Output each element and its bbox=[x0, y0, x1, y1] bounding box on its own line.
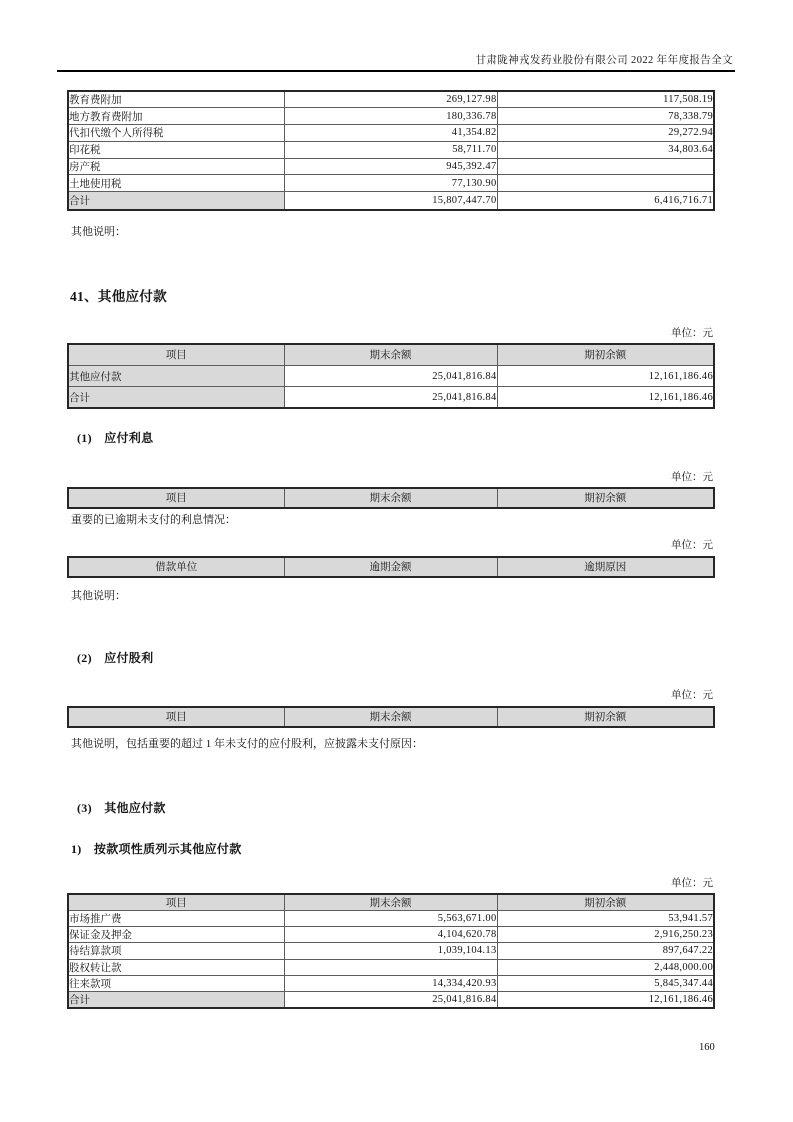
value-cell bbox=[497, 175, 714, 192]
value-cell: 58,711.70 bbox=[284, 141, 497, 158]
table-header-row bbox=[68, 894, 714, 911]
column-header-cell: 借款单位 bbox=[68, 557, 284, 577]
value-cell: 34,803.64 bbox=[497, 141, 714, 158]
value-cell: 15,807,447.70 bbox=[284, 192, 497, 210]
table-row bbox=[68, 158, 714, 175]
column-header-cell: 期初余额 bbox=[497, 707, 714, 727]
table-row bbox=[68, 141, 714, 158]
table-row bbox=[68, 125, 714, 142]
value-cell: 12,161,186.46 bbox=[497, 991, 714, 1008]
interest-payable-heading: (1) 应付利息 bbox=[77, 431, 154, 445]
unit-label: 单位：元 bbox=[671, 690, 713, 701]
column-header-cell: 项目 bbox=[68, 344, 284, 365]
value-cell: 12,161,186.46 bbox=[497, 387, 714, 408]
table-row bbox=[68, 387, 714, 408]
column-header-cell: 期末余额 bbox=[284, 707, 497, 727]
taxes-payable-table bbox=[67, 90, 715, 211]
other-payables-by-nature-table bbox=[67, 893, 715, 1009]
value-cell: 269,127.98 bbox=[284, 91, 497, 108]
column-header-cell: 期初余额 bbox=[497, 488, 714, 508]
value-cell: 25,041,816.84 bbox=[284, 365, 497, 386]
header-rule bbox=[57, 70, 735, 72]
table-header-row bbox=[68, 557, 714, 577]
value-cell: 14,334,420.93 bbox=[284, 975, 497, 991]
row-label-cell: 合计 bbox=[68, 387, 284, 408]
value-cell bbox=[284, 959, 497, 975]
overdue-interest-table bbox=[67, 556, 715, 578]
other-notes-label: 其他说明： bbox=[71, 226, 126, 238]
row-label-cell: 印花税 bbox=[68, 141, 284, 158]
value-cell: 4,104,620.78 bbox=[284, 927, 497, 943]
value-cell: 53,941.57 bbox=[497, 911, 714, 927]
table-row bbox=[68, 365, 714, 386]
value-cell: 897,647.22 bbox=[497, 943, 714, 959]
table-row bbox=[68, 991, 714, 1008]
unit-label: 单位：元 bbox=[671, 328, 713, 339]
unit-label: 单位：元 bbox=[671, 472, 713, 483]
table-row bbox=[68, 927, 714, 943]
row-label-cell: 土地使用税 bbox=[68, 175, 284, 192]
value-cell: 29,272.94 bbox=[497, 125, 714, 142]
table-row bbox=[68, 943, 714, 959]
value-cell: 78,338.79 bbox=[497, 108, 714, 125]
column-header-cell: 逾期原因 bbox=[497, 557, 714, 577]
row-label-cell: 待结算款项 bbox=[68, 943, 284, 959]
column-header-cell: 期初余额 bbox=[497, 344, 714, 365]
row-label-cell: 保证金及押金 bbox=[68, 927, 284, 943]
page-header-title: 甘肃陇神戎发药业股份有限公司 2022 年年度报告全文 bbox=[475, 55, 733, 66]
column-header-cell: 逾期金额 bbox=[284, 557, 497, 577]
column-header-cell: 项目 bbox=[68, 707, 284, 727]
value-cell: 41,354.82 bbox=[284, 125, 497, 142]
interest-balance-table bbox=[67, 487, 715, 509]
table-row bbox=[68, 911, 714, 927]
row-label-cell: 代扣代缴个人所得税 bbox=[68, 125, 284, 142]
other-payables-detail-heading: (3) 其他应付款 bbox=[77, 801, 166, 815]
value-cell: 77,130.90 bbox=[284, 175, 497, 192]
unit-label: 单位：元 bbox=[671, 540, 713, 551]
column-header-cell: 项目 bbox=[68, 894, 284, 911]
value-cell: 25,041,816.84 bbox=[284, 387, 497, 408]
row-label-cell: 合计 bbox=[68, 991, 284, 1008]
table-row bbox=[68, 91, 714, 108]
value-cell: 2,916,250.23 bbox=[497, 927, 714, 943]
column-header-cell: 期末余额 bbox=[284, 488, 497, 508]
row-label-cell: 合计 bbox=[68, 192, 284, 210]
value-cell: 5,563,671.00 bbox=[284, 911, 497, 927]
dividend-payable-heading: (2) 应付股利 bbox=[77, 651, 154, 665]
dividend-note: 其他说明，包括重要的超过 1 年未支付的应付股利，应披露未支付原因： bbox=[71, 738, 423, 750]
value-cell: 2,448,000.00 bbox=[497, 959, 714, 975]
table-row bbox=[68, 175, 714, 192]
overdue-interest-note: 重要的已逾期未支付的利息情况： bbox=[71, 514, 236, 526]
page-number: 160 bbox=[699, 1042, 715, 1053]
value-cell: 117,508.19 bbox=[497, 91, 714, 108]
row-label-cell: 房产税 bbox=[68, 158, 284, 175]
row-label-cell: 地方教育费附加 bbox=[68, 108, 284, 125]
table-header-row bbox=[68, 707, 714, 727]
other-payables-summary-table bbox=[67, 343, 715, 409]
column-header-cell: 期末余额 bbox=[284, 894, 497, 911]
value-cell: 12,161,186.46 bbox=[497, 365, 714, 386]
value-cell: 6,416,716.71 bbox=[497, 192, 714, 210]
value-cell bbox=[497, 158, 714, 175]
table-row bbox=[68, 108, 714, 125]
row-label-cell: 市场推广费 bbox=[68, 911, 284, 927]
value-cell: 180,336.78 bbox=[284, 108, 497, 125]
dividend-payable-table bbox=[67, 706, 715, 728]
column-header-cell: 期末余额 bbox=[284, 344, 497, 365]
column-header-cell: 项目 bbox=[68, 488, 284, 508]
table-header-row bbox=[68, 344, 714, 365]
value-cell: 945,392.47 bbox=[284, 158, 497, 175]
other-notes-label: 其他说明： bbox=[71, 590, 126, 602]
value-cell: 5,845,347.44 bbox=[497, 975, 714, 991]
unit-label: 单位：元 bbox=[671, 878, 713, 889]
by-nature-subheading: 1) 按款项性质列示其他应付款 bbox=[71, 842, 242, 856]
column-header-cell: 期初余额 bbox=[497, 894, 714, 911]
table-row bbox=[68, 192, 714, 210]
row-label-cell: 往来款项 bbox=[68, 975, 284, 991]
table-row bbox=[68, 975, 714, 991]
row-label-cell: 教育费附加 bbox=[68, 91, 284, 108]
table-row bbox=[68, 959, 714, 975]
value-cell: 25,041,816.84 bbox=[284, 991, 497, 1008]
row-label-cell: 其他应付款 bbox=[68, 365, 284, 386]
value-cell: 1,039,104.13 bbox=[284, 943, 497, 959]
section-41-heading: 41、其他应付款 bbox=[70, 289, 167, 304]
row-label-cell: 股权转让款 bbox=[68, 959, 284, 975]
table-header-row bbox=[68, 488, 714, 508]
